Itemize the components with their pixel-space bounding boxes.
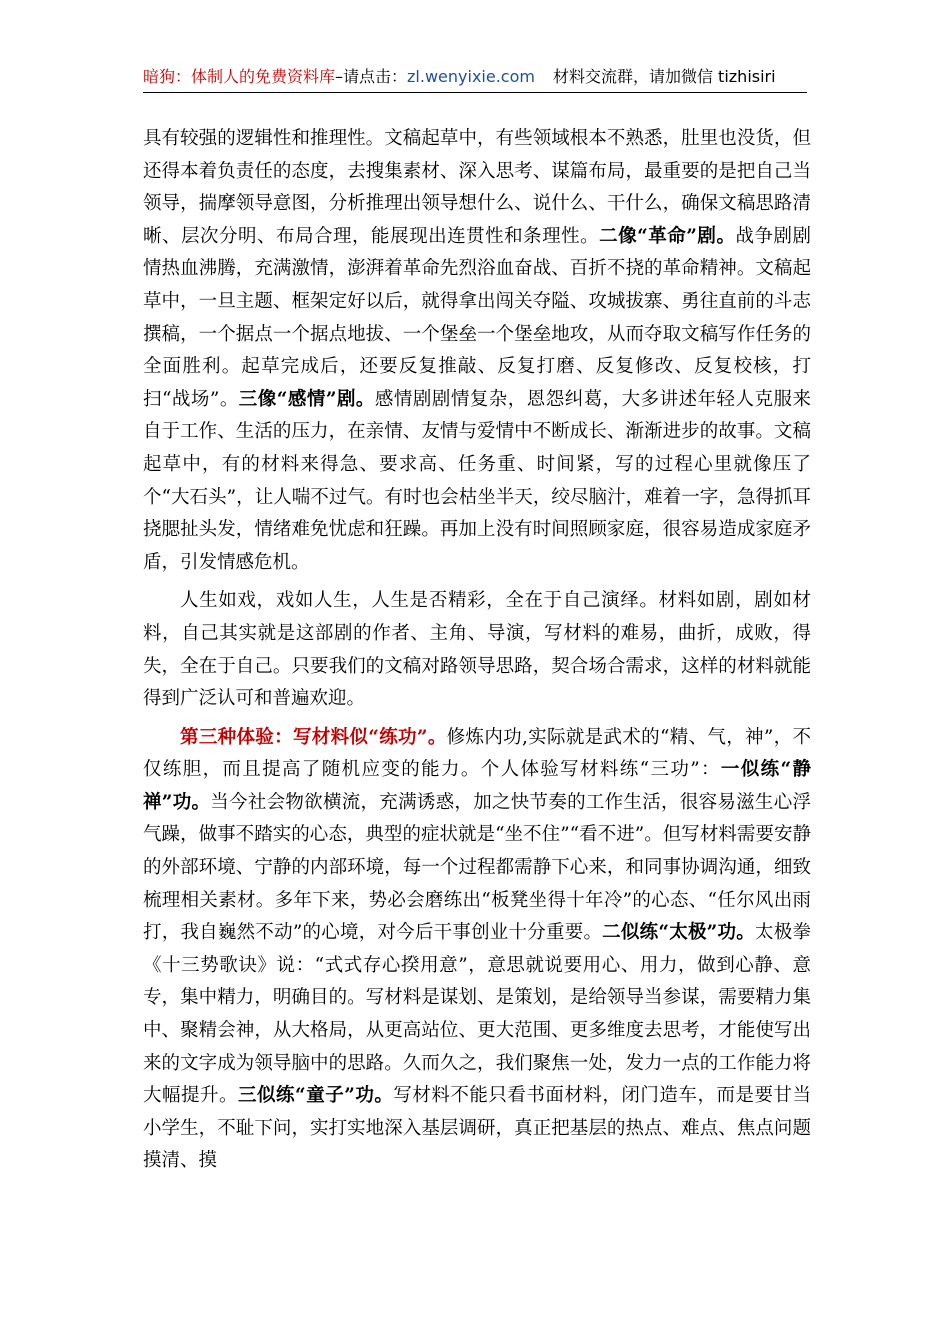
paragraph-third-experience — [143, 722, 811, 1178]
paragraph-continued — [143, 123, 811, 579]
text-segment: 人生如戏，戏如人生，人生是否精彩，全在于自己演绎。材料如剧，剧如材料，自己其实就是这部剧的作者、主角、导演，写材料的难易，曲折，成败，得失，全在于自己。只要我们的文稿对路领导思路，契合场合需求，这样的材料就能得到广泛认可和普遍欢迎。 — [143, 590, 811, 710]
document-body — [143, 123, 811, 1178]
subheading-tongzi: 三似练“童子”功。 — [238, 1085, 394, 1107]
subheading-meditation: 一似练“静禅”功。 — [143, 759, 811, 813]
text-segment: 感情剧剧情复杂，恩怨纠葛，大多讲述年轻人克服来自于工作、生活的压力，在亲情、友情与爱情中不断成长、渐渐进步的故事。文稿起草中，有的材料来得急、要求高、任务重、时间紧，写的过程心里就像压了个“大石头”，让人喘不过气。有时也会枯坐半天，绞尽脑汁，难着一字，急得抓耳挠腮扯头发，情绪难免忧虑和狂躁。再加上没有时间照顾家庭，很容易造成家庭矛盾，引发情感危机。 — [143, 388, 811, 573]
subheading-emotion: 三像“感情”剧。 — [238, 388, 375, 410]
header-divider — [143, 92, 807, 93]
subheading-revolution: 二像“革命”剧。 — [599, 225, 736, 247]
wechat-note: 材料交流群，请加微信 tizhisiri — [552, 67, 776, 86]
paragraph-life-as-drama — [143, 585, 811, 715]
click-prefix: –请点击： — [335, 67, 408, 86]
text-segment: 写材料不能只看书面材料，闭门造车，而是要甘当小学生，不耻下问，实打实地深入基层调研，真正把基层的热点、难点、焦点问题摸清、摸 — [143, 1085, 811, 1172]
section-heading-third: 第三种体验：写材料似“练功”。 — [180, 726, 447, 748]
text-segment: 当今社会物欲横流，充满诱惑，加之快节奏的工作生活，很容易滋生心浮气躁，做事不踏实的心态，典型的症状就是“坐不住”“看不进”。但写材料需要安静的外部环境、宁静的内部环境，每一个过程都需静下心来，和同事协调沟通，细致梳理相关素材。多年下来，势必会磨练出“板凳坐得十年冷”的心态、“任尔风出雨打，我自巍然不动”的心境，对今后干事创业十分重要。 — [143, 791, 811, 944]
site-name: 暗狗：体制人的免费资料库 — [143, 67, 336, 86]
subheading-taiji: 二似练“太极”功。 — [602, 922, 756, 944]
text-segment: 太极拳《十三势歌诀》说：“式式存心揆用意”，意思就说要用心、用力，做到心静、意专，集中精力，明确目的。写材料是谋划、是策划，是给领导当参谋，需要精力集中、聚精会神，从大格局，从更高站位、更大范围、更多维度去思考，才能使写出来的文字成为领导脑中的思路。久而久之，我们聚焦一处，发力一点的工作能力将大幅提升。 — [143, 922, 811, 1107]
text-segment: 战争剧剧情热血沸腾，充满激情，澎湃着革命先烈浴血奋战、百折不挠的革命精神。文稿起草中，一旦主题、框架定好以后，就得拿出闯关夺隘、攻城拔寨、勇往直前的斗志撰稿，一个据点一个据点地拔、一个堡垒一个堡垒地攻，从而夺取文稿写作任务的全面胜利。起草完成后，还要反复推敲、反复打磨、反复修改、反复校核，打扫“战场”。 — [143, 225, 811, 410]
text-segment: 具有较强的逻辑性和推理性。文稿起草中，有些领域根本不熟悉，肚里也没货，但还得本着负责任的态度，去搜集素材、深入思考、谋篇布局，最重要的是把自己当领导，揣摩领导意图，分析推理出领导想什么、说什么、干什么，确保文稿思路清晰、层次分明、布局合理，能展现出连贯性和条理性。 — [143, 128, 811, 247]
page-header — [143, 66, 807, 88]
site-link[interactable]: zl.wenyixie.com — [407, 67, 535, 86]
text-segment: 修炼内功,实际就是武术的“精、气，神”，不仅练胆，而且提高了随机应变的能力。个人体验写材料练“三功”： — [143, 726, 811, 781]
